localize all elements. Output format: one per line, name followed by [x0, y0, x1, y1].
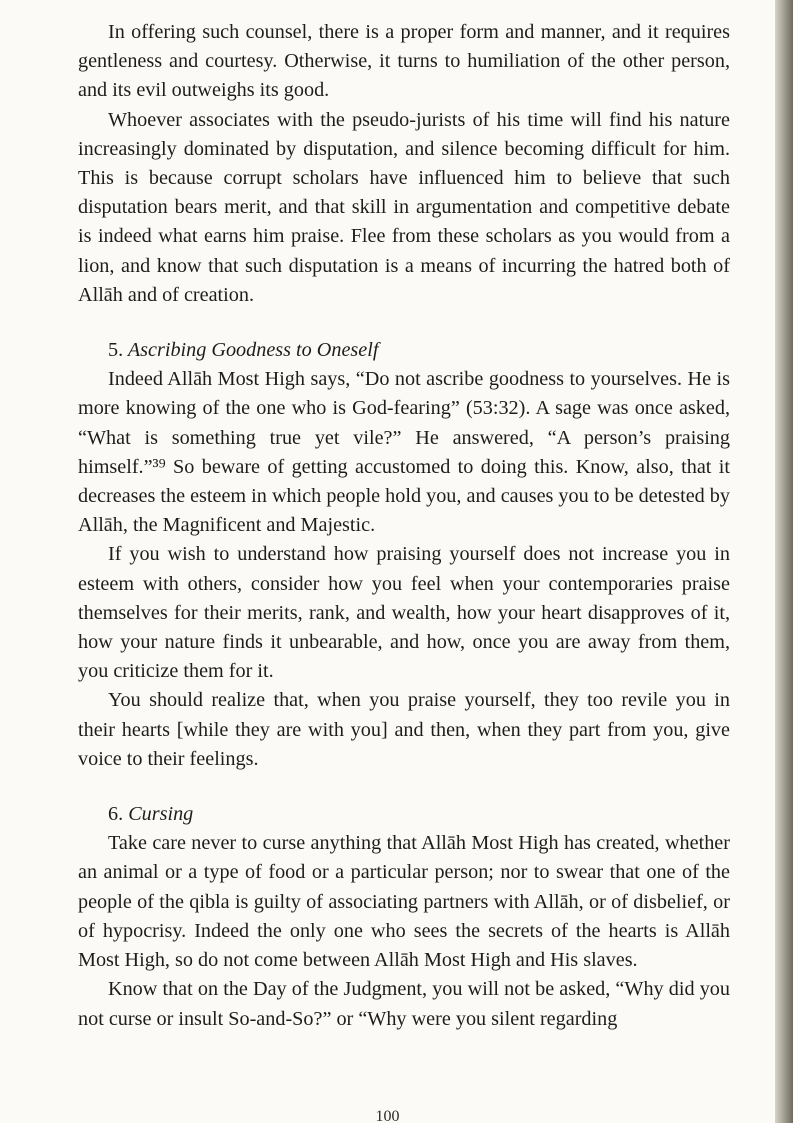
paragraph-cursing-2: Know that on the Day of the Judgment, you will not be asked, “Why did you not curse or insult So-and-So?” or “Why were you silent regarding [78, 978, 730, 1030]
paragraph-ascribing-goodness-1: Indeed Allāh Most High says, “Do not ascribe goodness to yourselves. He is more knowing of the one who is God-fearing” (53:32). A sage was once asked, “What is something true yet vile?” He answered, “A person’s praising himself.”³⁹ So beware of getting accustomed to doing this. Know, also, that it decreases the esteem in which people hold you, and causes you to be detested by Allāh, the Magnificent and Majestic. [78, 368, 730, 537]
section-title: Cursing [128, 803, 194, 826]
paragraph-ascribing-goodness-2: If you wish to understand how praising yourself does not increase you in esteem with others, consider how you feel when your contemporaries praise themselves for their merits, rank, and wealth, how your heart disapproves of it, how your nature finds it unbearable, and how, once you are away from them, you criticize them for it. [78, 543, 730, 683]
paragraph-ascribing-goodness-3: You should realize that, when you praise yourself, they too revile you in their hearts [while they are with you] and then, when they part from you, give voice to their feelings. [78, 689, 730, 770]
section-number: 5. [108, 339, 124, 362]
paragraph-cursing-1: Take care never to curse anything that Allāh Most High has created, whether an animal or a type of food or a particular person; nor to swear that one of the people of the qibla is guilty of associating partners with Allāh, or of disbelief, or of hypocrisy. Indeed the only one who sees the secrets of the hearts is Allāh Most High, so do not come between Allāh Most High and His slaves. [78, 832, 730, 972]
paragraph-pseudo-jurists: Whoever associates with the pseudo-jurists of his time will find his nature increasingly dominated by disputation, and silence becoming difficult for him. This is because corrupt scholars have influenced him to believe that such disputation bears merit, and that skill in argumentation and competitive debate is indeed what earns him praise. Flee from these scholars as you would from a lion, and know that such disputation is a means of incurring the hatred both of Allāh and of creation. [78, 108, 730, 306]
page-edge-shadow [775, 0, 793, 1123]
paragraph-counsel: In offering such counsel, there is a proper form and manner, and it requires gentleness and courtesy. Otherwise, it turns to humiliation of the other person, and its evil outweighs its good. [78, 21, 730, 102]
body-text [78, 18, 730, 1034]
section-title: Ascribing Goodness to Oneself [127, 339, 379, 362]
section-number: 6. [108, 803, 124, 826]
page-number: 100 [375, 1108, 400, 1123]
section-heading-ascribing-goodness [78, 336, 730, 365]
section-heading-cursing [78, 800, 730, 829]
